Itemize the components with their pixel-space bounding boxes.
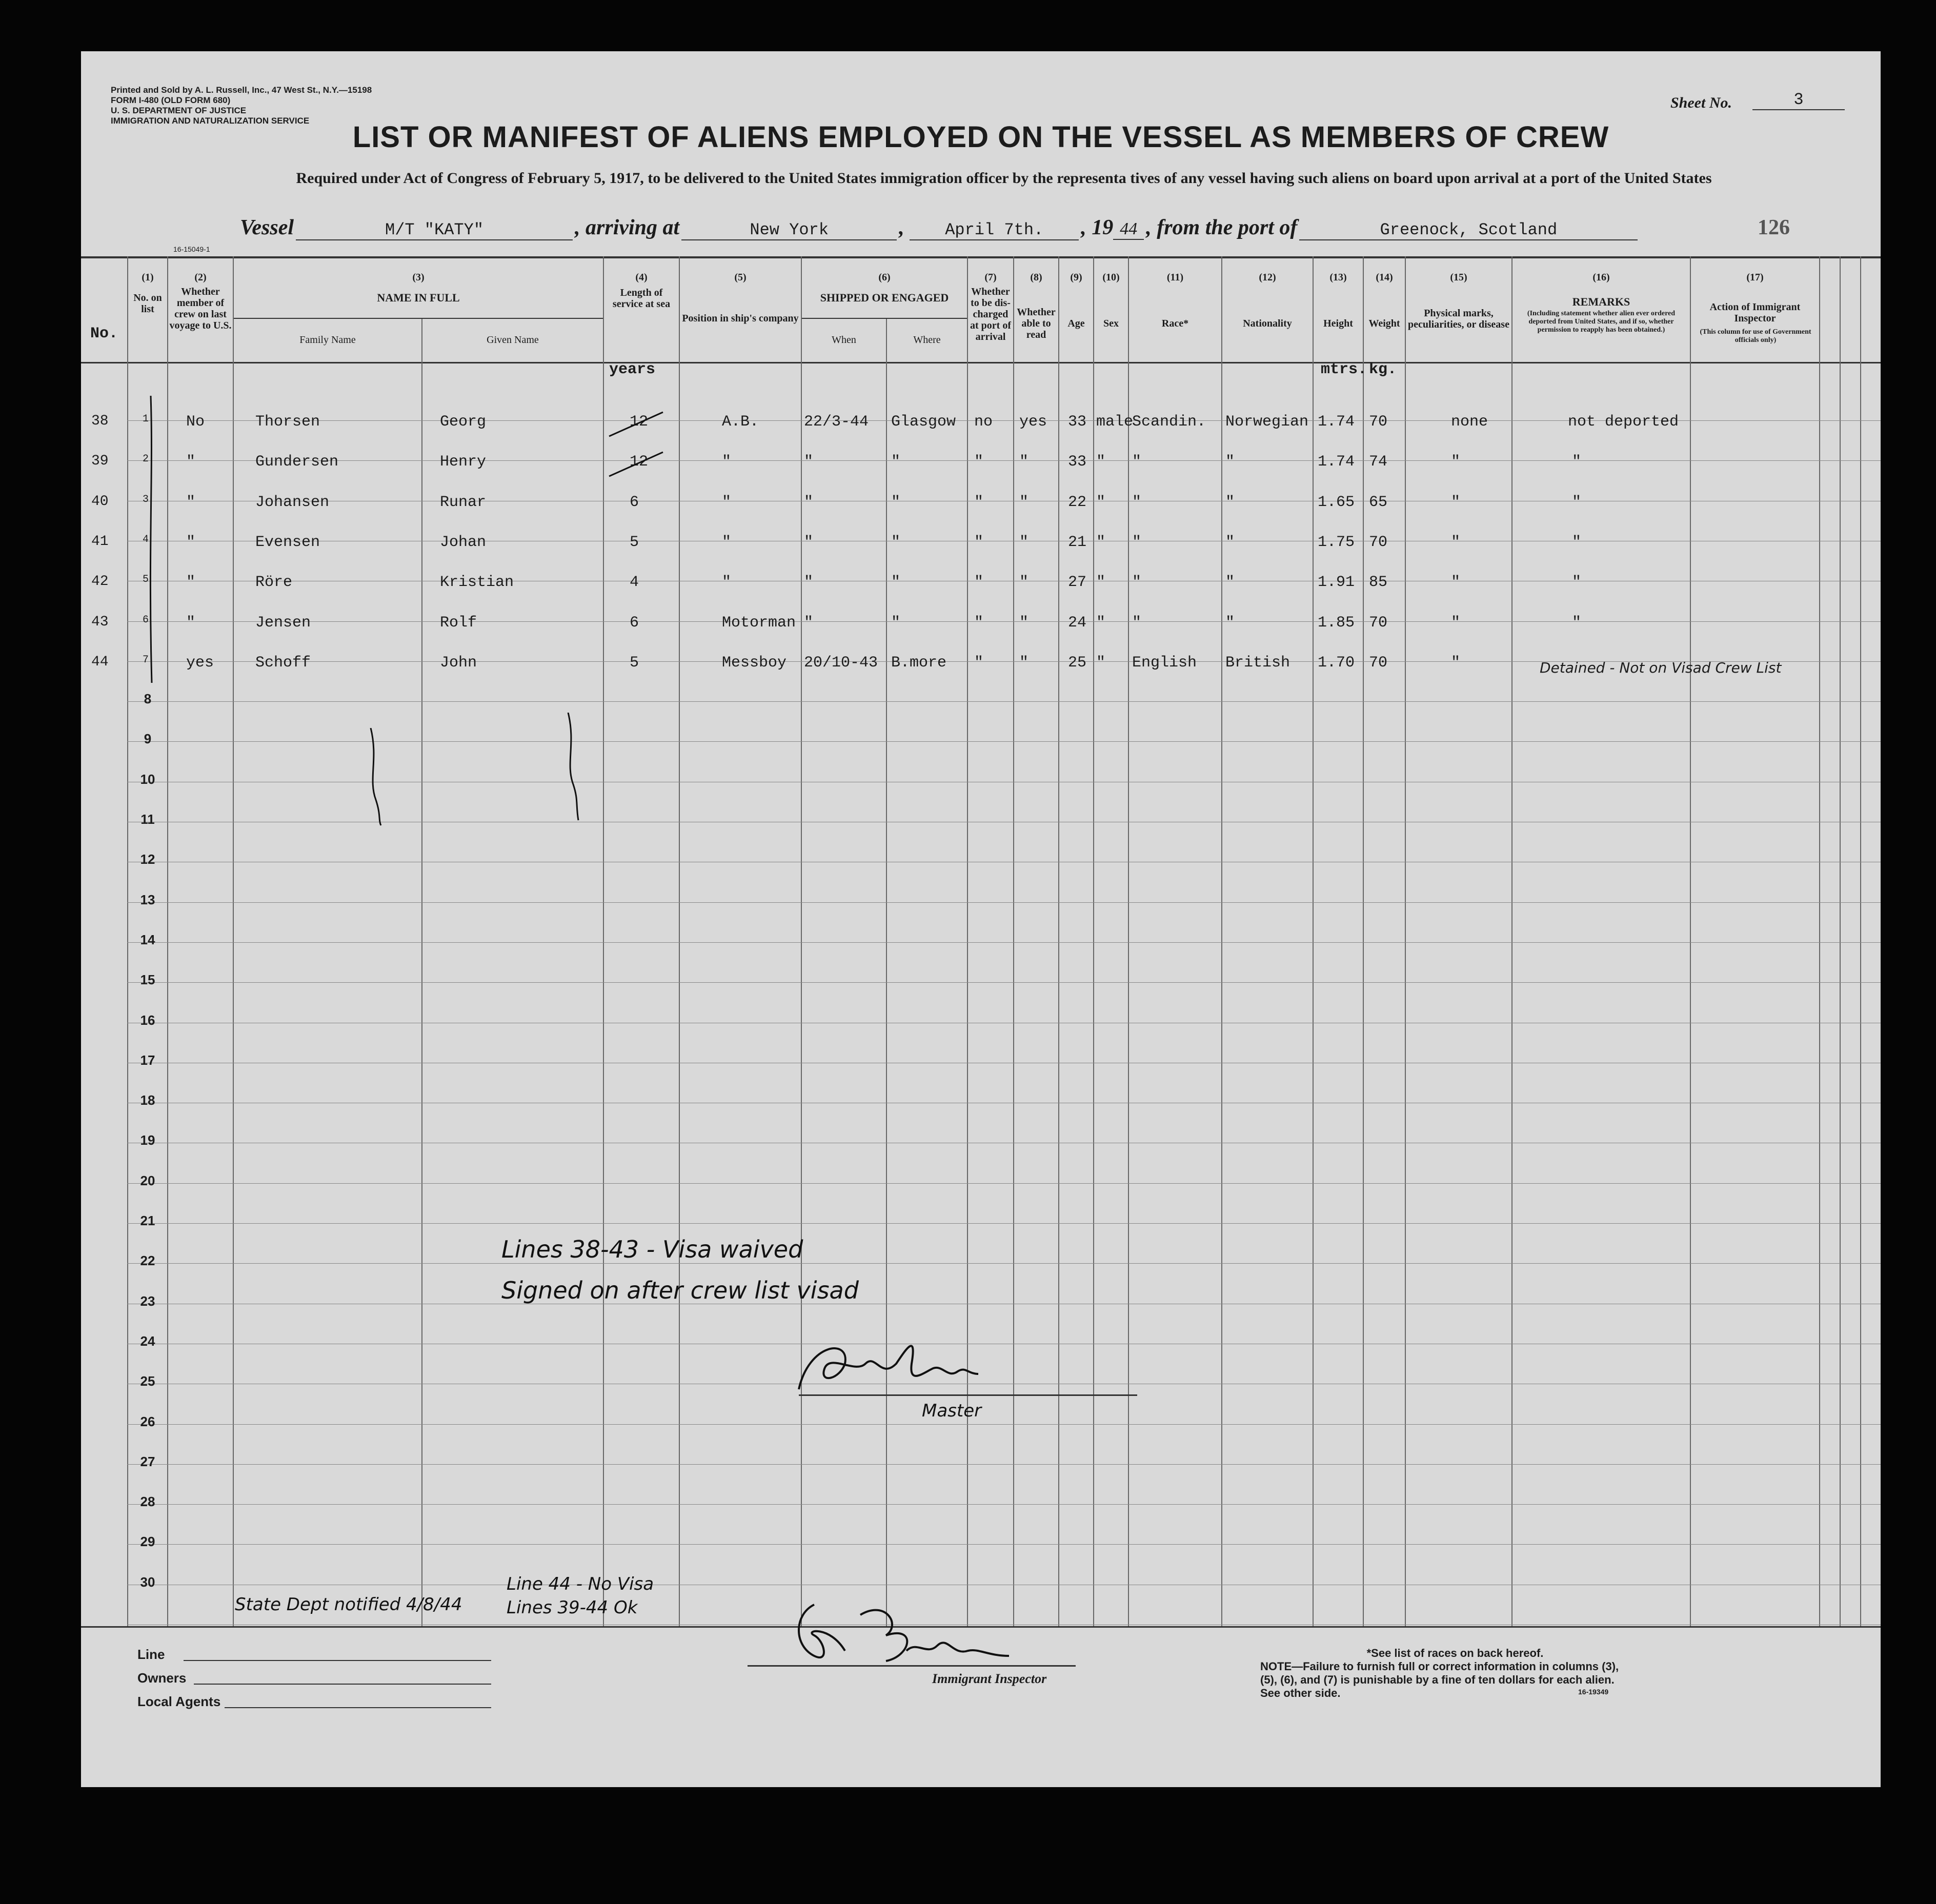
row-number: 41 xyxy=(91,534,109,550)
cell-position: Motorman xyxy=(722,614,796,632)
col-17-header: Action of Immigrant Inspector xyxy=(1709,301,1801,324)
line-number: 18 xyxy=(140,1092,155,1108)
cell-discharged: " xyxy=(974,534,984,551)
department-name: U. S. DEPARTMENT OF JUSTICE xyxy=(111,106,247,115)
line-number: 25 xyxy=(140,1373,155,1389)
col-11-num: (11) xyxy=(1166,272,1184,283)
col-5-header: Position in ship's company xyxy=(682,313,799,324)
col-6-header: SHIPPED OR ENGAGED xyxy=(820,291,949,304)
line-number: 22 xyxy=(140,1253,155,1268)
cell-where: Glasgow xyxy=(891,413,956,431)
cell-marks: " xyxy=(1451,534,1461,551)
cell-list: 4 xyxy=(143,534,149,545)
cell-service: 12 xyxy=(630,413,649,431)
row-number: 44 xyxy=(91,654,109,670)
fine-note: NOTE—Failure to furnish full or correct information in columns (3), (5), (6), and (7) is punishable by a fine of ten dollars for each alien. See other side. xyxy=(1260,1660,1619,1699)
form-number: FORM I-480 (OLD FORM 680) xyxy=(111,95,231,105)
line-label: Line xyxy=(137,1647,165,1662)
cell-race: Scandin. xyxy=(1132,413,1206,431)
column-divider xyxy=(603,256,604,1626)
line-number: 28 xyxy=(140,1494,155,1509)
cell-where: " xyxy=(891,534,901,551)
sheet-no: 3 xyxy=(1752,90,1845,110)
stamp-number: 126 xyxy=(1758,216,1790,239)
cell-sex: " xyxy=(1096,614,1106,632)
row-line xyxy=(127,621,1881,622)
col-8-num: (8) xyxy=(1030,272,1042,283)
col-14-header: Weight xyxy=(1368,318,1400,329)
line-number: 8 xyxy=(144,691,152,706)
col-9-header: Age xyxy=(1067,318,1085,329)
cell-sex: " xyxy=(1096,574,1106,591)
col-3-divider xyxy=(234,318,603,319)
cell-nationality: " xyxy=(1225,534,1235,551)
cell-weight: 70 xyxy=(1369,413,1388,431)
cell-nationality: " xyxy=(1225,614,1235,632)
manifest-sheet xyxy=(81,51,1881,1787)
cell-discharged: " xyxy=(974,453,984,471)
cell-read: yes xyxy=(1019,413,1047,431)
cell-last-voyage: yes xyxy=(186,654,214,672)
col-2-header: Whether member of crew on last voyage to U.S. xyxy=(169,286,232,331)
column-divider xyxy=(1013,256,1014,1626)
column-divider xyxy=(1819,256,1820,1626)
note-line-44: Line 44 - No Visa xyxy=(507,1574,654,1594)
vessel-label: Vessel xyxy=(240,216,294,239)
cell-age: 21 xyxy=(1068,534,1087,551)
cell-when: 20/10-43 xyxy=(804,654,878,672)
note-signed-on: Signed on after crew list visad xyxy=(501,1277,859,1304)
col-3a-header: Family Name xyxy=(299,334,356,346)
units-height: mtrs. xyxy=(1321,361,1367,378)
cell-height: 1.85 xyxy=(1318,614,1355,632)
ditto-stroke xyxy=(366,728,396,836)
cell-nationality: " xyxy=(1225,453,1235,471)
cell-list: 7 xyxy=(143,654,149,666)
line-number: 15 xyxy=(140,972,155,987)
cell-when: 22/3-44 xyxy=(804,413,869,431)
cell-remarks: " xyxy=(1572,494,1582,511)
column-divider xyxy=(127,256,128,1626)
col-3-header: NAME IN FULL xyxy=(377,291,460,304)
arriving-at: New York xyxy=(681,220,897,240)
page-subtitle: Required under Act of Congress of February 5, 1917, to be delivered to the United States immigration officer by the representa tives of any vessel having such aliens on board upon arrival at a port of the United States xyxy=(296,170,1712,187)
cell-family: Jensen xyxy=(255,614,311,632)
col-6a-header: When xyxy=(832,334,856,346)
cell-marks: none xyxy=(1451,413,1488,431)
cell-sex: " xyxy=(1096,494,1106,511)
column-divider xyxy=(679,256,680,1626)
cell-weight: 74 xyxy=(1369,453,1388,471)
master-signature-line xyxy=(799,1394,1137,1396)
column-divider xyxy=(1690,256,1691,1626)
col-3-num: (3) xyxy=(412,272,425,283)
row-line xyxy=(127,1504,1881,1505)
header-top-rule xyxy=(81,256,1881,258)
col-16-subheader: (Including statement whether alien ever ordered deported from United States, and if so, whether permission to reapply has been obtained.) xyxy=(1527,310,1676,334)
master-signature xyxy=(789,1333,994,1400)
line-number: 21 xyxy=(140,1213,155,1228)
line-number: 23 xyxy=(140,1293,155,1309)
cell-read: " xyxy=(1019,494,1029,511)
col-no: No. xyxy=(90,325,118,342)
cell-height: 1.91 xyxy=(1318,574,1355,591)
cell-given: Kristian xyxy=(440,574,514,591)
cell-age: 22 xyxy=(1068,494,1087,511)
service-name: IMMIGRATION AND NATURALIZATION SERVICE xyxy=(111,116,310,126)
col-10-num: (10) xyxy=(1102,272,1120,283)
col-6b-header: Where xyxy=(913,334,941,346)
from-port: Greenock, Scotland xyxy=(1299,220,1638,240)
cell-race: " xyxy=(1132,614,1142,632)
line-number: 16 xyxy=(140,1012,155,1028)
cell-where: " xyxy=(891,614,901,632)
row-line xyxy=(127,1263,1881,1264)
cell-height: 1.65 xyxy=(1318,494,1355,511)
cell-when: " xyxy=(804,574,814,591)
line-field xyxy=(184,1660,491,1661)
cell-discharged: no xyxy=(974,413,993,431)
col-12-header: Nationality xyxy=(1243,318,1292,329)
cell-weight: 65 xyxy=(1369,494,1388,511)
row-line xyxy=(127,1183,1881,1184)
year-prefix: , 19 xyxy=(1081,216,1114,239)
cell-where: " xyxy=(891,574,901,591)
units-years: years xyxy=(609,361,656,378)
cell-given: John xyxy=(440,654,477,672)
cell-read: " xyxy=(1019,534,1029,551)
cell-sex: male xyxy=(1096,413,1134,431)
cell-nationality: " xyxy=(1225,494,1235,511)
column-divider xyxy=(801,256,802,1626)
row-line xyxy=(127,982,1881,983)
cell-list: 6 xyxy=(143,614,149,626)
cell-service: 4 xyxy=(630,574,639,591)
line-number: 14 xyxy=(140,932,155,947)
cell-last-voyage: No xyxy=(186,413,205,431)
footer-form-code: 16-19349 xyxy=(1578,1688,1609,1696)
column-divider xyxy=(1221,256,1222,1626)
cell-discharged: " xyxy=(974,574,984,591)
cell-position: Messboy xyxy=(722,654,787,672)
note-lines-39-44: Lines 39-44 Ok xyxy=(507,1597,638,1618)
row-number: 40 xyxy=(91,494,109,510)
check-mark-icon xyxy=(607,408,668,439)
cell-given: Johan xyxy=(440,534,487,551)
local-agents-field xyxy=(225,1707,491,1708)
cell-last-voyage: " xyxy=(186,494,196,511)
cell-list: 1 xyxy=(143,413,149,425)
inspector-signature xyxy=(783,1594,1019,1671)
cell-marks: " xyxy=(1451,654,1461,672)
col-3b-header: Given Name xyxy=(487,334,539,346)
column-divider xyxy=(1058,256,1059,1626)
line-number: 24 xyxy=(140,1333,155,1349)
list-bracket-stroke xyxy=(146,396,161,683)
cell-age: 33 xyxy=(1068,413,1087,431)
line-number: 26 xyxy=(140,1414,155,1429)
cell-family: Röre xyxy=(255,574,293,591)
cell-last-voyage: " xyxy=(186,534,196,551)
row-line xyxy=(127,1424,1881,1425)
line-number: 20 xyxy=(140,1173,155,1188)
cell-sex: " xyxy=(1096,453,1106,471)
master-label: Master xyxy=(922,1401,982,1421)
cell-age: 27 xyxy=(1068,574,1087,591)
col-16-header: REMARKS xyxy=(1572,295,1630,308)
column-divider xyxy=(1405,256,1406,1626)
note-visa-waived: Lines 38-43 - Visa waived xyxy=(501,1235,803,1263)
cell-when: " xyxy=(804,453,814,471)
cell-given: Henry xyxy=(440,453,487,471)
cell-race: " xyxy=(1132,494,1142,511)
vessel-line: Vessel M/T "KATY" , arriving at New York , April 7th. , 19 44 , from the port of Greenock, Scotland xyxy=(240,215,1638,241)
cell-where: " xyxy=(891,494,901,511)
from-label: , from the port of xyxy=(1146,216,1298,239)
cell-remarks: not deported xyxy=(1568,413,1679,431)
col-10-header: Sex xyxy=(1103,318,1119,329)
cell-height: 1.74 xyxy=(1318,413,1355,431)
cell-family: Schoff xyxy=(255,654,311,672)
column-divider xyxy=(1511,256,1512,1626)
cell-sex: " xyxy=(1096,534,1106,551)
col-17-subheader: (This column for use of Government officials only) xyxy=(1700,328,1811,344)
cell-given: Georg xyxy=(440,413,487,431)
column-divider xyxy=(1840,256,1841,1626)
cell-position: A.B. xyxy=(722,413,759,431)
cell-sex: " xyxy=(1096,654,1106,672)
inspector-signature-line xyxy=(748,1665,1076,1667)
line-number: 17 xyxy=(140,1052,155,1068)
line-number: 10 xyxy=(140,772,155,787)
cell-service: 5 xyxy=(630,654,639,672)
row-line xyxy=(127,1464,1881,1465)
cell-race: English xyxy=(1132,654,1197,672)
col-6-num: (6) xyxy=(878,272,891,283)
cell-weight: 85 xyxy=(1369,574,1388,591)
col-13-header: Height xyxy=(1323,318,1353,329)
races-note: *See list of races on back hereof. xyxy=(1366,1647,1544,1659)
row-number: 39 xyxy=(91,453,109,469)
owners-label: Owners xyxy=(137,1670,187,1686)
cell-given: Runar xyxy=(440,494,487,511)
cell-discharged: " xyxy=(974,614,984,632)
cell-last-voyage: " xyxy=(186,453,196,471)
cell-remarks: Detained - Not on Visad Crew List xyxy=(1540,659,1782,676)
cell-where: " xyxy=(891,453,901,471)
cell-age: 25 xyxy=(1068,654,1087,672)
cell-family: Evensen xyxy=(255,534,320,551)
row-number: 42 xyxy=(91,574,109,590)
cell-family: Thorsen xyxy=(255,413,320,431)
cell-height: 1.74 xyxy=(1318,453,1355,471)
cell-service: 12 xyxy=(630,453,649,471)
cell-race: " xyxy=(1132,534,1142,551)
column-divider xyxy=(1128,256,1129,1626)
row-line xyxy=(127,701,1881,702)
arrival-date: April 7th. xyxy=(910,220,1079,240)
col-1-header: No. on list xyxy=(133,292,162,315)
cell-family: Johansen xyxy=(255,494,330,511)
col-4-header: Length of service at sea xyxy=(612,287,671,310)
cell-nationality: Norwegian xyxy=(1225,413,1309,431)
col-15-num: (15) xyxy=(1450,272,1467,283)
line-number: 13 xyxy=(140,892,155,907)
row-line xyxy=(127,942,1881,943)
column-divider xyxy=(167,256,168,1626)
col-11-header: Race* xyxy=(1161,318,1189,329)
cell-last-voyage: " xyxy=(186,614,196,632)
arriving-label: , arriving at xyxy=(575,216,680,239)
cell-weight: 70 xyxy=(1369,534,1388,551)
cell-height: 1.75 xyxy=(1318,534,1355,551)
row-line xyxy=(127,460,1881,461)
col-8-header: Whether able to read xyxy=(1017,307,1056,340)
row-number: 38 xyxy=(91,413,109,429)
units-weight: kg. xyxy=(1369,361,1397,378)
cell-read: " xyxy=(1019,574,1029,591)
cell-read: " xyxy=(1019,453,1029,471)
column-divider xyxy=(1363,256,1364,1626)
row-number: 43 xyxy=(91,614,109,630)
col-7-header: Whether to be dis-charged at port of arrival xyxy=(970,286,1011,342)
col-7-num: (7) xyxy=(984,272,997,283)
cell-weight: 70 xyxy=(1369,654,1388,672)
cell-position: " xyxy=(722,574,732,591)
column-divider xyxy=(1313,256,1314,1626)
cell-list: 5 xyxy=(143,574,149,585)
year-suffix: 44 xyxy=(1113,219,1144,240)
cell-marks: " xyxy=(1451,494,1461,511)
col-1-num: (1) xyxy=(142,272,154,283)
cell-service: 6 xyxy=(630,494,639,511)
note-state-dept: State Dept notified 4/8/44 xyxy=(235,1594,462,1615)
row-line xyxy=(127,1223,1881,1224)
cell-nationality: British xyxy=(1225,654,1290,672)
cell-family: Gundersen xyxy=(255,453,339,471)
cell-service: 5 xyxy=(630,534,639,551)
cell-list: 2 xyxy=(143,453,149,465)
column-divider xyxy=(1860,256,1861,1626)
column-divider xyxy=(886,318,887,1626)
cell-when: " xyxy=(804,494,814,511)
line-number: 30 xyxy=(140,1574,155,1590)
cell-marks: " xyxy=(1451,453,1461,471)
cell-read: " xyxy=(1019,654,1029,672)
cell-age: 24 xyxy=(1068,614,1087,632)
cell-nationality: " xyxy=(1225,574,1235,591)
cell-weight: 70 xyxy=(1369,614,1388,632)
cell-where: B.more xyxy=(891,654,947,672)
owners-field xyxy=(194,1684,491,1685)
col-16-num: (16) xyxy=(1592,272,1610,283)
col-9-num: (9) xyxy=(1070,272,1082,283)
header-bottom-rule xyxy=(81,362,1881,363)
line-number: 11 xyxy=(140,812,155,827)
vessel-name: M/T "KATY" xyxy=(296,220,573,240)
local-agents-label: Local Agents xyxy=(137,1694,221,1709)
sheet-no-label: Sheet No. xyxy=(1670,94,1732,111)
col-4-num: (4) xyxy=(635,272,648,283)
cell-last-voyage: " xyxy=(186,574,196,591)
col-15-header: Physical marks, peculiarities, or disease xyxy=(1408,308,1509,330)
col-14-num: (14) xyxy=(1376,272,1393,283)
cell-position: " xyxy=(722,453,732,471)
cell-when: " xyxy=(804,534,814,551)
page-title: LIST OR MANIFEST OF ALIENS EMPLOYED ON THE VESSEL AS MEMBERS OF CREW xyxy=(352,120,1609,154)
line-number: 27 xyxy=(140,1454,155,1469)
cell-marks: " xyxy=(1451,614,1461,632)
column-divider xyxy=(421,318,422,1626)
line-number: 19 xyxy=(140,1132,155,1148)
line-number: 9 xyxy=(144,731,152,746)
cell-remarks: " xyxy=(1572,534,1582,551)
line-number: 29 xyxy=(140,1534,155,1549)
row-line xyxy=(127,902,1881,903)
cell-service: 6 xyxy=(630,614,639,632)
cell-race: " xyxy=(1132,574,1142,591)
line-number: 12 xyxy=(140,852,155,867)
cell-height: 1.70 xyxy=(1318,654,1355,672)
check-mark-icon xyxy=(607,448,668,479)
col-13-num: (13) xyxy=(1329,272,1347,283)
col-5-num: (5) xyxy=(734,272,747,283)
col-2-num: (2) xyxy=(194,272,207,283)
cell-remarks: " xyxy=(1572,453,1582,471)
cell-position: " xyxy=(722,534,732,551)
column-divider xyxy=(1093,256,1094,1626)
column-divider xyxy=(233,256,234,1626)
cell-marks: " xyxy=(1451,574,1461,591)
cell-age: 33 xyxy=(1068,453,1087,471)
cell-remarks: " xyxy=(1572,614,1582,632)
cell-position: " xyxy=(722,494,732,511)
form-code: 16-15049-1 xyxy=(173,245,210,253)
inspector-label: Immigrant Inspector xyxy=(932,1671,1047,1686)
cell-discharged: " xyxy=(974,494,984,511)
cell-remarks: " xyxy=(1572,574,1582,591)
cell-list: 3 xyxy=(143,494,149,505)
cell-when: " xyxy=(804,614,814,632)
cell-read: " xyxy=(1019,614,1029,632)
col-12-num: (12) xyxy=(1259,272,1276,283)
col-6-divider xyxy=(802,318,967,319)
col-17-num: (17) xyxy=(1746,272,1764,283)
cell-race: " xyxy=(1132,453,1142,471)
cell-discharged: " xyxy=(974,654,984,672)
row-line xyxy=(127,1544,1881,1545)
ditto-stroke xyxy=(563,713,594,831)
printed-by-text: Printed and Sold by A. L. Russell, Inc., 47 West St., N.Y.—15198 xyxy=(111,85,372,95)
cell-given: Rolf xyxy=(440,614,477,632)
